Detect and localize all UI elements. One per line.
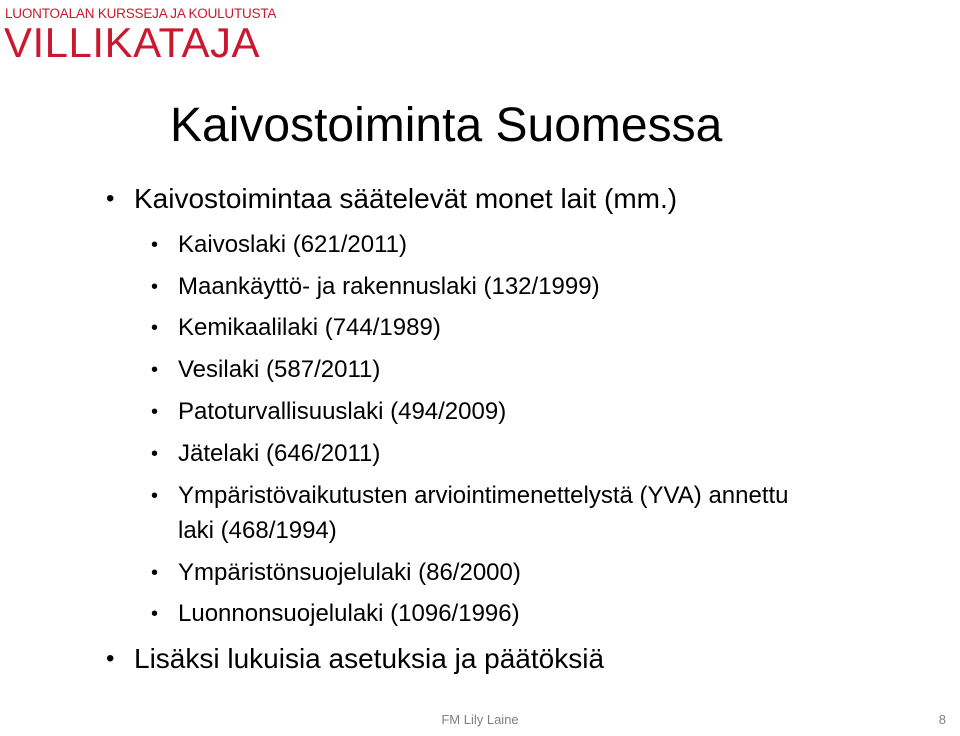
bullet-dot-icon: • [151,234,159,256]
law-item-text: Maankäyttö- ja rakennuslaki (132/1999) [178,273,600,300]
law-item-continuation-text: laki (468/1994) [178,517,337,544]
bullet-dot-icon: • [151,359,159,381]
bullet-dot-icon: • [151,603,159,625]
law-item-text: Patoturvallisuuslaki (494/2009) [178,398,507,425]
bullet-dot-icon: • [151,276,159,298]
law-item-text: Kemikaalilaki (744/1989) [178,314,441,341]
footer-page-number: 8 [938,712,946,727]
logo-name: VILLIKATAJA [4,19,261,66]
law-item-text: Kaivoslaki (621/2011) [178,231,408,258]
law-item-text: Jätelaki (646/2011) [178,440,381,467]
law-item-text: Ympäristönsuojelulaki (86/2000) [178,559,521,586]
law-item-text: Vesilaki (587/2011) [178,356,381,383]
bullet-dot-icon: • [151,401,159,423]
bullet-dot-icon: • [106,185,115,212]
bullet-dot-icon: • [151,317,159,339]
law-item-continuation [178,516,337,546]
bullet-dot-icon: • [151,443,159,465]
law-item-text: Luonnonsuojelulaki (1096/1996) [178,600,520,627]
law-item-text: Ympäristövaikutusten arviointimenettelystä (YVA) annettu [178,482,789,509]
slide-title: Kaivostoiminta Suomessa [170,99,723,152]
bullet-dot-icon: • [151,485,159,507]
bullet-main-laws-text: Kaivostoimintaa säätelevät monet lait (mm.) [134,183,678,214]
bullet-main-other-text: Lisäksi lukuisia asetuksia ja päätöksiä [134,643,605,674]
logo-tagline: LUONTOALAN KURSSEJA JA KOULUTUSTA [5,6,277,21]
bullet-dot-icon: • [106,645,115,672]
bullet-dot-icon: • [151,562,159,584]
footer-author: FM Lily Laine [441,712,519,727]
